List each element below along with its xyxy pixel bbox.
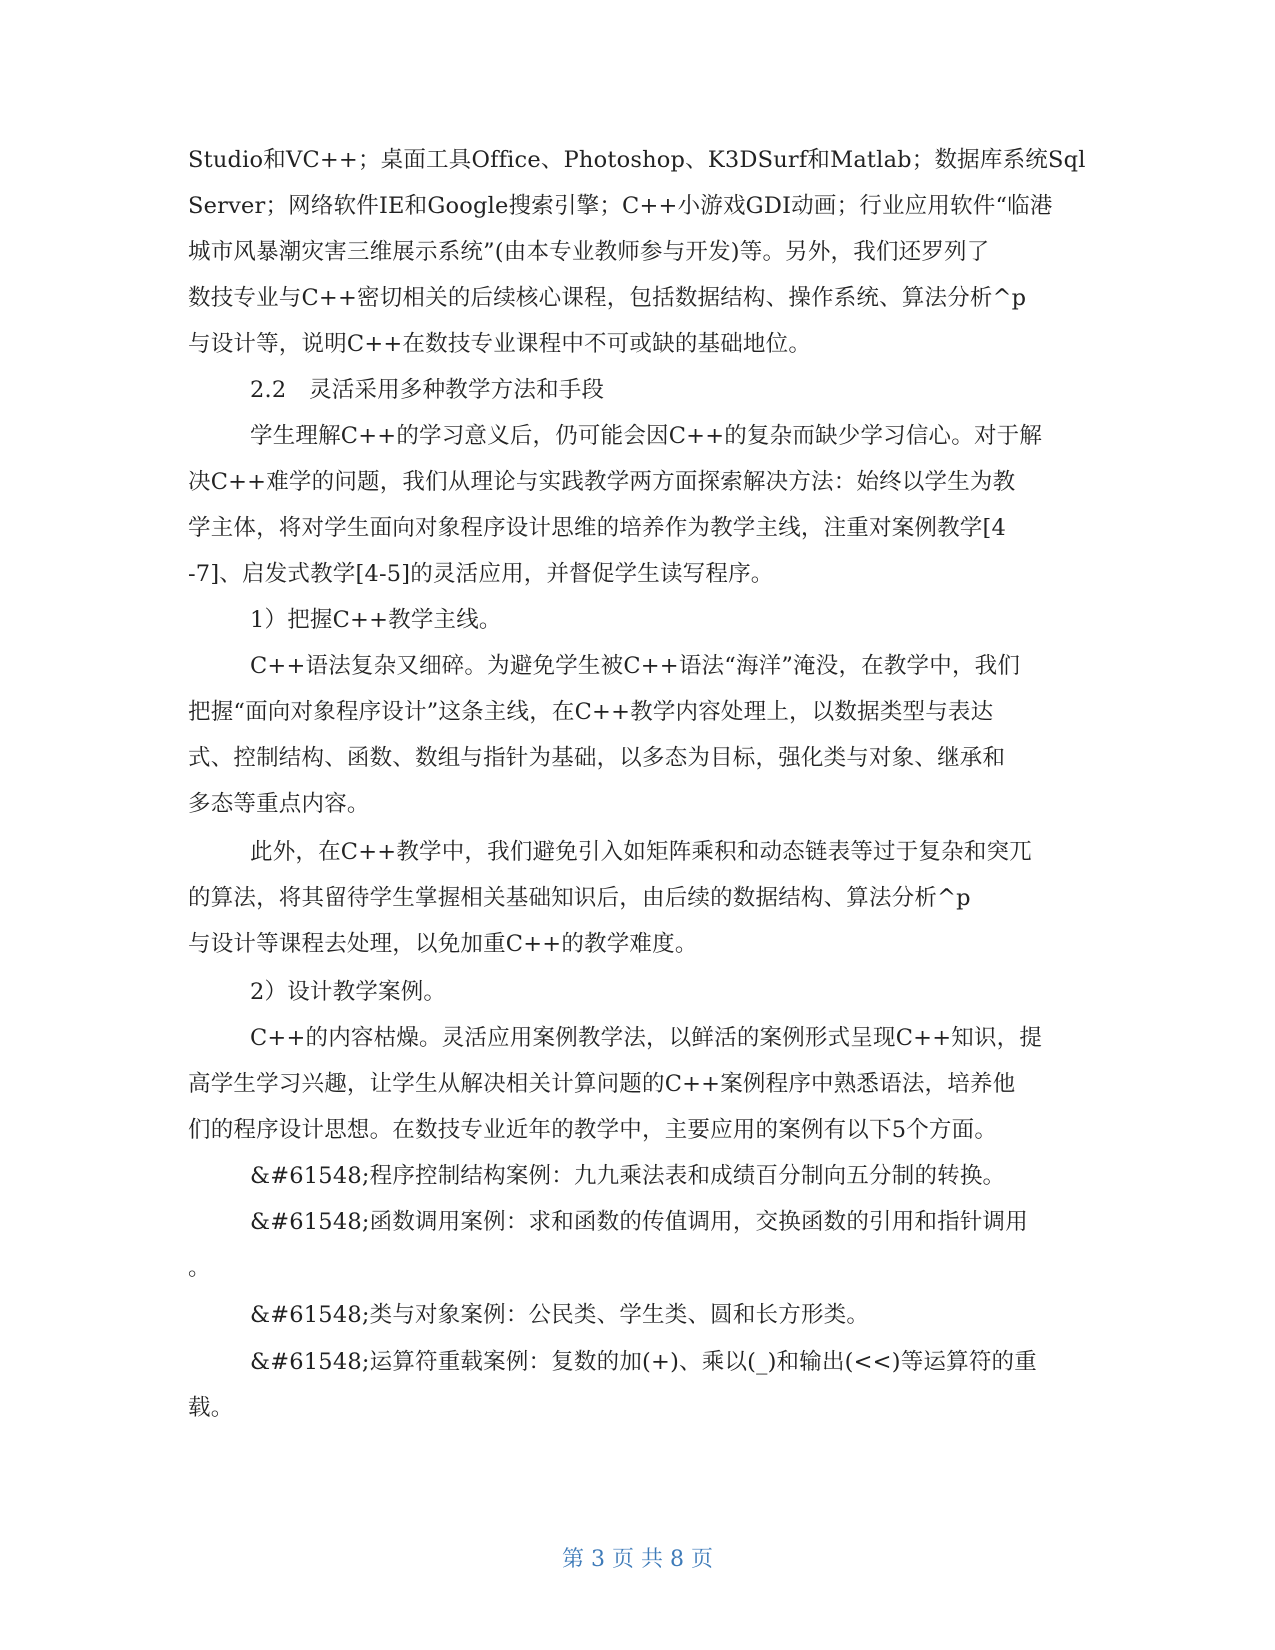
list-item: &#61548;程序控制结构案例：九九乘法表和成绩百分制向五分制的转换。 [250,1163,1006,1189]
body-text-line: 与设计等课程去处理，以免加重C++的教学难度。 [188,931,698,957]
body-text-line: 们的程序设计思想。在数技专业近年的教学中，主要应用的案例有以下5个方面。 [188,1117,998,1143]
body-text-line: 高学生学习兴趣，让学生从解决相关计算问题的C++案例程序中熟悉语法，培养他 [188,1071,1016,1097]
body-text-line: 城市风暴潮灾害三维展示系统”(由本专业教师参与开发)等。另外，我们还罗列了 [188,239,990,265]
list-item-continuation: 。 [188,1255,211,1281]
body-text-line: 与设计等，说明C++在数技专业课程中不可或缺的基础地位。 [188,331,812,357]
body-text-line: C++语法复杂又细碎。为避免学生被C++语法“海洋”淹没，在教学中，我们 [250,653,1021,679]
body-text-line: 数技专业与C++密切相关的后续核心课程，包括数据结构、操作系统、算法分析^p [188,285,1027,311]
body-text-line: 多态等重点内容。 [188,791,370,817]
body-text-line: 学主体，将对学生面向对象程序设计思维的培养作为教学主线，注重对案例教学[4 [188,515,1006,541]
list-item: &#61548;函数调用案例：求和函数的传值调用，交换函数的引用和指针调用 [250,1209,1028,1235]
body-text-line: 式、控制结构、函数、数组与指针为基础，以多态为目标，强化类与对象、继承和 [188,745,1006,771]
body-text-line: Server；网络软件IE和Google搜索引擎；C++小游戏GDI动画；行业应用软件“临港 [188,193,1053,219]
list-item: &#61548;类与对象案例：公民类、学生类、圆和长方形类。 [250,1302,870,1328]
body-text-line: 把握“面向对象程序设计”这条主线，在C++教学内容处理上，以数据类型与表达 [188,699,994,725]
body-text-line: 的算法，将其留待学生掌握相关基础知识后，由后续的数据结构、算法分析^p [188,885,971,911]
body-text-line: Studio和VC++；桌面工具Office、Photoshop、K3DSurf和Matlab；数据库系统Sql [188,147,1086,173]
body-text-line: 决C++难学的问题，我们从理论与实践教学两方面探索解决方法：始终以学生为教 [188,469,1016,495]
list-item-continuation: 载。 [188,1395,234,1421]
page-number-footer: 第 3 页 共 8 页 [562,1547,713,1572]
section-heading: 2.2 灵活采用多种教学方法和手段 [250,377,605,403]
body-text-line: 学生理解C++的学习意义后，仍可能会因C++的复杂而缺少学习信心。对于解 [250,423,1043,449]
body-text-line: 此外，在C++教学中，我们避免引入如矩阵乘积和动态链表等过于复杂和突兀 [250,839,1032,865]
body-text-line: -7]、启发式教学[4-5]的灵活应用，并督促学生读写程序。 [188,561,774,587]
subsection-heading: 1）把握C++教学主线。 [250,607,502,633]
body-text-line: C++的内容枯燥。灵活应用案例教学法，以鲜活的案例形式呈现C++知识，提 [250,1025,1043,1051]
subsection-heading: 2）设计教学案例。 [250,979,447,1005]
list-item: &#61548;运算符重载案例：复数的加(+)、乘以(_)和输出(<<)等运算符的重 [250,1349,1037,1375]
